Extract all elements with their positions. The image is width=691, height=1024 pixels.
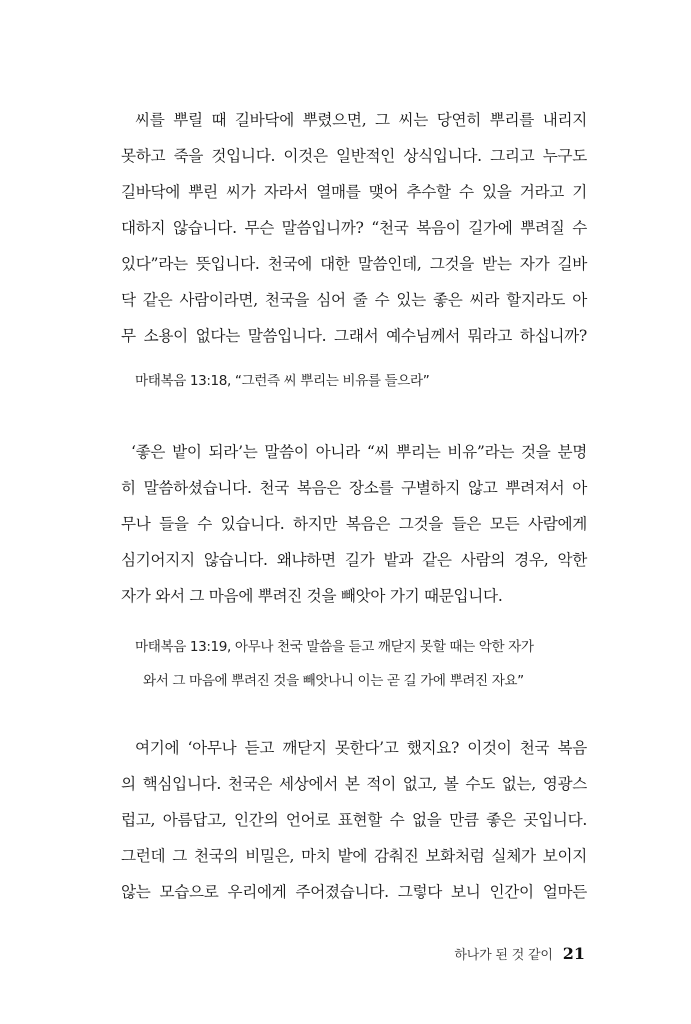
paragraph-line: 럽고, 아름답고, 인간의 언어로 표현할 수 없을 만큼 좋은 곳입니다. [121, 811, 587, 829]
paragraph-line: 씨를 뿌릴 때 길바닥에 뿌렸으면, 그 씨는 당연히 뿌리를 내리지 [135, 111, 587, 129]
paragraph-line: 그런데 그 천국의 비밀은, 마치 밭에 감춰진 보화처럼 실체가 보이지 [121, 847, 587, 865]
paragraph-line: 못하고 죽을 것입니다. 이것은 일반적인 상식입니다. 그리고 누구도 [121, 147, 587, 165]
paragraph-line: 무나 들을 수 있습니다. 하지만 복음은 그것을 들은 모든 사람에게 [121, 515, 587, 533]
paragraph-line: ‘좋은 밭이 되라’는 말씀이 아니라 “씨 뿌리는 비유”라는 것을 분명 [131, 443, 587, 461]
quote-line: 와서 그 마음에 뿌려진 것을 빼앗나니 이는 곧 길 가에 뿌려진 자요” [143, 673, 524, 689]
body-paragraph-2 [121, 434, 587, 614]
paragraph-line: 여기에 ‘아무나 듣고 깨닫지 못한다’고 했지요? 이것이 천국 복음 [135, 739, 587, 757]
paragraph-line: 자가 와서 그 마음에 뿌려진 것을 빼앗아 가기 때문입니다. [121, 587, 503, 605]
paragraph-line: 히 말씀하셨습니다. 천국 복음은 장소를 구별하지 않고 뿌려져서 아 [121, 479, 587, 497]
quote-line: 마태복음 13:19, 아무나 천국 말씀을 듣고 깨닫지 못할 때는 악한 자가 [135, 639, 534, 655]
scripture-quote-1 [135, 364, 575, 398]
page-footer [454, 944, 585, 963]
page-number: 21 [562, 944, 585, 963]
paragraph-line: 심기어지지 않습니다. 왜냐하면 길가 밭과 같은 사람의 경우, 악한 [121, 551, 587, 569]
paragraph-line: 의 핵심입니다. 천국은 세상에서 본 적이 없고, 볼 수도 없는, 영광스 [121, 775, 587, 793]
paragraph-line: 길바닥에 뿌린 씨가 자라서 열매를 맺어 추수할 수 있을 거라고 기 [121, 183, 587, 201]
paragraph-line: 닥 같은 사람이라면, 천국을 심어 줄 수 있는 좋은 씨라 할지라도 아 [121, 291, 587, 309]
scripture-quote-2 [135, 630, 575, 698]
paragraph-line: 않는 모습으로 우리에게 주어졌습니다. 그렇다 보니 인간이 얼마든 [121, 883, 587, 901]
body-paragraph-3 [121, 730, 587, 910]
quote-line: 마태복음 13:18, “그런즉 씨 뿌리는 비유를 들으라” [135, 373, 430, 389]
paragraph-line: 있다”라는 뜻입니다. 천국에 대한 말씀인데, 그것을 받는 자가 길바 [121, 255, 587, 273]
body-paragraph-1 [121, 102, 587, 354]
paragraph-line: 무 소용이 없다는 말씀입니다. 그래서 예수님께서 뭐라고 하십니까? [121, 327, 587, 345]
running-title: 하나가 된 것 같이 [454, 948, 553, 963]
paragraph-line: 대하지 않습니다. 무슨 말씀입니까? “천국 복음이 길가에 뿌려질 수 [121, 219, 587, 237]
